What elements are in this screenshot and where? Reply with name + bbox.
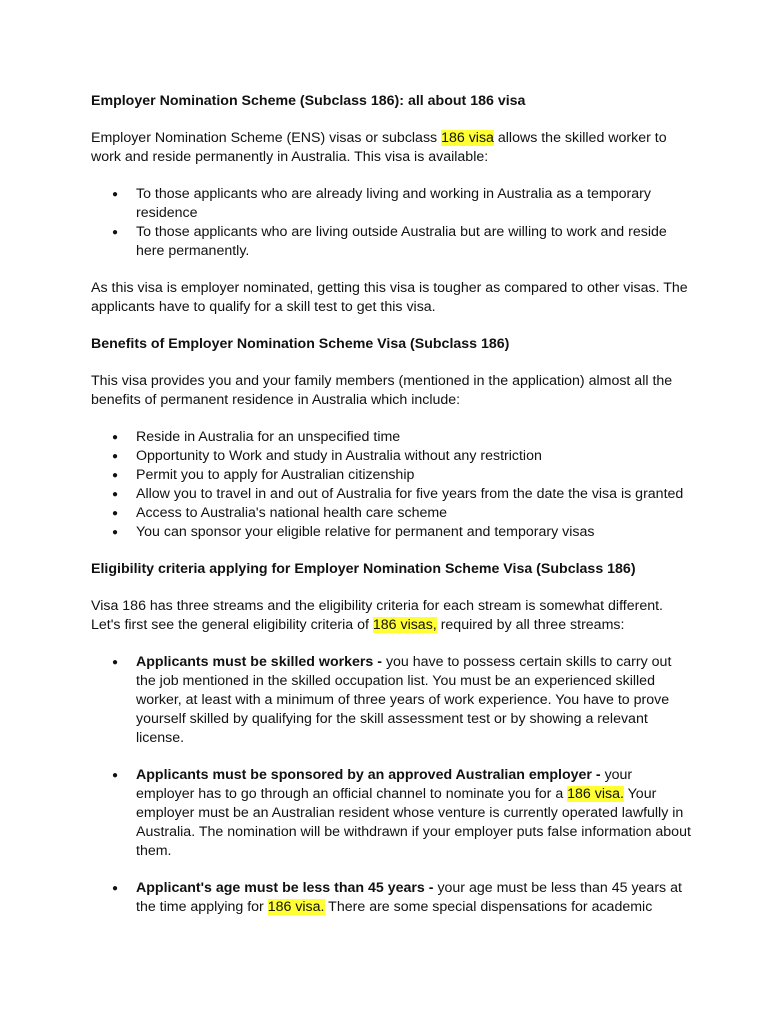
intro-text-pre: Employer Nomination Scheme (ENS) visas or subclass <box>91 130 442 146</box>
intro-paragraph <box>91 129 691 167</box>
benefits-heading: Benefits of Employer Nomination Scheme Visa (Subclass 186) <box>91 336 510 352</box>
criterion-text-post: Your employer must be an Australian resident whose venture is currently operated lawfully in Australia. The nomination will be withdrawn if your employer puts false information about them. <box>136 786 691 859</box>
document-page <box>91 92 691 935</box>
criterion-text-pre: your employer has to go through an official channel to nominate you for a <box>136 767 633 802</box>
criterion-title: Applicants must be skilled workers - <box>136 654 386 670</box>
criterion-title: Applicants must be sponsored by an approved Australian employer - <box>136 767 605 783</box>
highlight-186-visa: 186 visa <box>441 130 494 146</box>
benefits-list <box>91 428 691 542</box>
tough-paragraph: As this visa is employer nominated, getting this visa is tougher as compared to other visas. The applicants have to qualify for a skill test to get this visa. <box>91 280 688 315</box>
eligibility-heading: Eligibility criteria applying for Employer Nomination Scheme Visa (Subclass 186) <box>91 561 636 577</box>
intro-text-post: allows the skilled worker to work and reside permanently in Australia. This visa is available: <box>91 130 667 165</box>
list-item: ● Access to Australia's national health care scheme <box>91 504 691 523</box>
highlight-186-visa: 186 visa. <box>567 786 624 802</box>
highlight-186-visa: 186 visa. <box>267 899 325 915</box>
eligibility-text-pre: Visa 186 has three streams and the eligibility criteria for each stream is somewhat different. Let's first see the general eligibility criteria of <box>91 598 663 633</box>
benefits-intro: This visa provides you and your family members (mentioned in the application) almost all the benefits of permanent residence in Australia which include: <box>91 373 673 408</box>
list-item: ● Opportunity to Work and study in Australia without any restriction <box>91 447 691 466</box>
criterion-skilled-workers <box>91 653 691 748</box>
eligibility-text-post: required by all three streams: <box>436 617 625 633</box>
criterion-age <box>91 879 691 917</box>
highlight-186-visas: 186 visas, <box>372 617 437 633</box>
eligibility-intro <box>91 597 691 635</box>
availability-list <box>91 185 691 261</box>
list-item: ● To those applicants who are living outside Australia but are willing to work and reside here permanently. <box>91 223 691 261</box>
criterion-title: Applicant's age must be less than 45 years - <box>136 880 438 896</box>
list-item: ● Allow you to travel in and out of Australia for five years from the date the visa is granted <box>91 485 691 504</box>
criterion-text-pre: your age must be less than 45 years at the time applying for <box>136 880 682 915</box>
criterion-text: you have to possess certain skills to carry out the job mentioned in the skilled occupation list. You must be an experienced skilled worker, at least with a minimum of three years of work experience. You have to prove yourself skilled by qualifying for the skill assessment test or by showing a relevant license. <box>136 654 672 746</box>
criteria-list <box>91 653 691 917</box>
document-title: Employer Nomination Scheme (Subclass 186): all about 186 visa <box>91 93 526 109</box>
criterion-text-post: There are some special dispensations for academic <box>324 899 653 915</box>
list-item: ● Permit you to apply for Australian citizenship <box>91 466 691 485</box>
list-item: ● You can sponsor your eligible relative for permanent and temporary visas <box>91 523 691 542</box>
list-item: ● Reside in Australia for an unspecified time <box>91 428 691 447</box>
list-item: ● To those applicants who are already living and working in Australia as a temporary residence <box>91 185 691 223</box>
criterion-sponsored <box>91 766 691 861</box>
